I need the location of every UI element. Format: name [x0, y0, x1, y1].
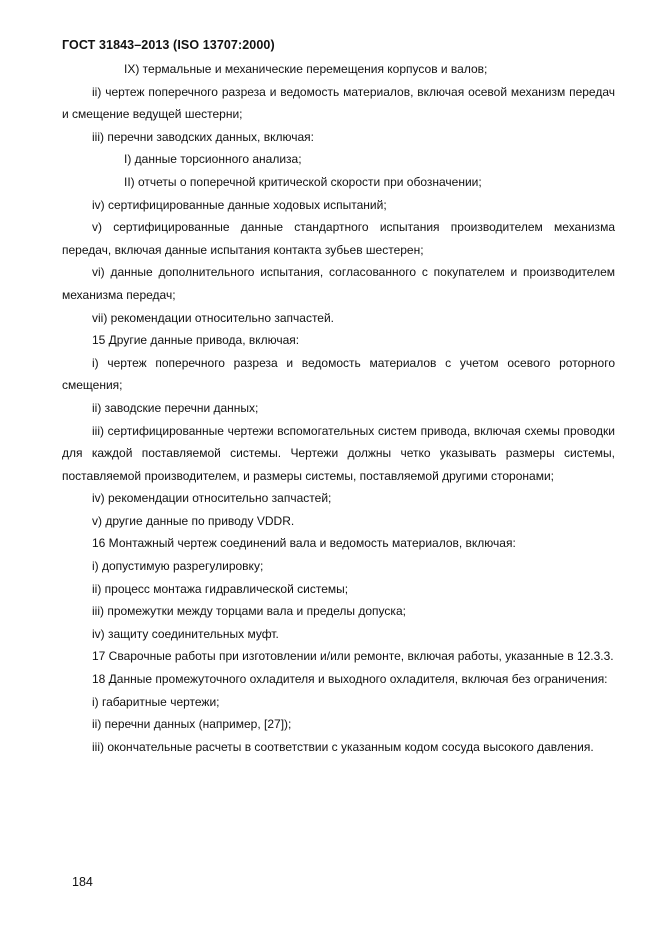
- paragraph: ii) перечни данных (например, [27]);: [92, 717, 292, 732]
- paragraph: 15 Другие данные привода, включая:: [92, 333, 300, 348]
- paragraph: iii) сертифицированные чертежи вспомогательных систем привода, включая схемы проводки для каждой поставляемой системы. Чертежи должны четко указывать размеры системы, поставляемой производителем, и размеры системы, поставляемой другими сторонами;: [62, 423, 615, 483]
- paragraph: I) данные торсионного анализа;: [124, 152, 302, 167]
- paragraph: v) сертифицированные данные стандартного испытания производителем механизма передач, включая данные испытания контакта зубьев шестерен;: [62, 220, 615, 257]
- document-body: [62, 58, 615, 758]
- paragraph: II) отчеты о поперечной критической скорости при обозначении;: [124, 174, 482, 189]
- paragraph: ii) чертеж поперечного разреза и ведомость материалов, включая осевой механизм передач и смещение ведущей шестерни;: [62, 84, 615, 122]
- paragraph: IX) термальные и механические перемещения корпусов и валов;: [124, 62, 488, 76]
- paragraph: iv) защиту соединительных муфт.: [92, 626, 279, 641]
- paragraph: vii) рекомендации относительно запчастей.: [92, 310, 335, 325]
- paragraph: ii) процесс монтажа гидравлической системы;: [92, 581, 349, 596]
- paragraph: 18 Данные промежуточного охладителя и выходного охладителя, включая без ограничения:: [92, 672, 608, 687]
- paragraph: 17 Сварочные работы при изготовлении и/или ремонте, включая работы, указанные в 12.3.3.: [92, 649, 614, 664]
- page-number: 184: [72, 875, 93, 889]
- paragraph: iii) промежутки между торцами вала и пределы допуска;: [92, 604, 406, 619]
- paragraph: v) другие данные по приводу VDDR.: [92, 513, 295, 528]
- document-header: ГОСТ 31843–2013 (ISO 13707:2000): [62, 38, 275, 52]
- paragraph: iv) рекомендации относительно запчастей;: [92, 491, 332, 506]
- paragraph: iv) сертифицированные данные ходовых испытаний;: [92, 197, 387, 212]
- paragraph: iii) перечни заводских данных, включая:: [92, 129, 314, 144]
- paragraph: iii) окончательные расчеты в соответствии с указанным кодом сосуда высокого давления.: [92, 739, 594, 754]
- paragraph: 16 Монтажный чертеж соединений вала и ведомость материалов, включая:: [92, 536, 516, 551]
- paragraph: i) габаритные чертежи;: [92, 694, 220, 709]
- paragraph: vi) данные дополнительного испытания, согласованного с покупателем и производителем механизма передач;: [62, 265, 615, 302]
- paragraph: i) чертеж поперечного разреза и ведомость материалов с учетом осевого роторного смещения;: [62, 355, 615, 393]
- paragraph: i) допустимую разрегулировку;: [92, 559, 264, 574]
- paragraph: ii) заводские перечни данных;: [92, 400, 259, 415]
